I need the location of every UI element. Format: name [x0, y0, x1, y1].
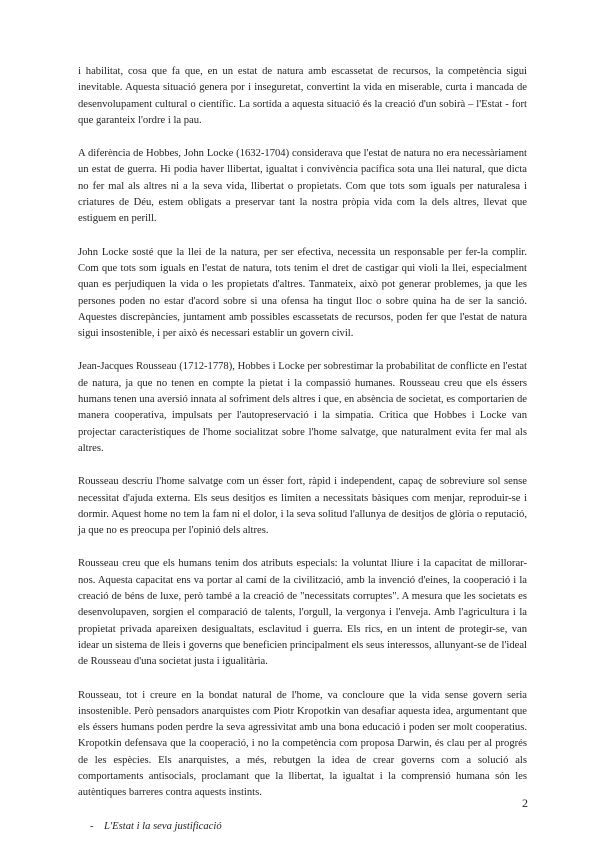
paragraph-rousseau-critique: Jean-Jacques Rousseau (1712-1778), Hobbes i Locke per sobrestimar la probabilitat de conflicte en l'estat de natura, ja que no tenen en compte la pietat i la compassió humanes. Rousseau creu que els éssers humans tenen una aversió innata al sofriment dels altres i que, en absència de societat, es comportarien de manera cooperativa, impulsats per l'autopreservació i la simpatia. Critica que Hobbes i Locke van projectar característiques de l'home socialitzat sobre l'home salvatge, que naturalment evita fer mal als altres.	[78, 361, 527, 454]
paragraph-rousseau-savage-man: Rousseau descriu l'home salvatge com un ésser fort, ràpid i independent, capaç de sobreviure sol sense necessitat d'ajuda externa. Els seus desitjos es limiten a necessitats bàsiques com menjar, reproduir-se i dormir. Aquest home no tem la fam ni el dolor, i la seva solitud l'allunya de desitjos de glòria o reputació, ja que no es preocupa per l'opinió dels altres.	[78, 476, 527, 537]
paragraph-hobbes-conclusion: i habilitat, cosa que fa que, en un estat de natura amb escassetat de recursos, la competència sigui inevitable. Aquesta situació genera por i inseguretat, convertint la vida en miserable, curta i mancada de desenvolupament cultural o científic. La sortida a aquesta situació és la creació d'un sobirà – l'Estat - fort que garanteix l'ordre i la pau.	[78, 66, 527, 126]
page-body	[78, 64, 527, 835]
paragraph-rousseau-attributes: Rousseau creu que els humans tenim dos atributs especials: la voluntat lliure i la capacitat de millorar-nos. Aquesta capacitat ens va portar al camí de la civilització, amb la invenció d'eines, la cooperació i la creació de béns de luxe, però també a la creació de "necessitats corruptes". A mesura que les societats es desenvolupaven, sorgien el comparació de talents, l'orgull, la vergonya i l'enveja. Amb l'agricultura i la propietat privada apareixen desigualtats, esclavitud i guerra. Els rics, en un intent de protegir-se, van idear un sistema de lleis i governs que beneficien principalment els seus interessos, allunyant-se de l'ideal de Rousseau d'una societat justa i igualitària.	[78, 558, 527, 668]
paragraph-locke-law-of-nature: John Locke sosté que la llei de la natura, per ser efectiva, necessita un responsable per fer-la complir. Com que tots som iguals en l'estat de natura, tots tenim el dret de castigar qui violi la llei, especialment quan es perjudiquen la vida o les propietats d'altres. Tanmateix, això pot generar problemes, ja que les persones poden no estar d'acord sobre si una ofensa ha tingut lloc o sobre quina ha de ser la sanció. Aquestes discrepàncies, juntament amb possibles escassetats de recursos, poden fer que l'estat de natura sigui insostenible, i per això és necessari establir un govern civil.	[78, 246, 527, 340]
list-bullet: -	[90, 820, 94, 832]
list-item	[78, 819, 527, 835]
page-number: 2	[522, 796, 528, 810]
paragraph-locke-state-of-nature: A diferència de Hobbes, John Locke (1632-1704) considerava que l'estat de natura no era necessàriament un estat de guerra. Hi podia haver llibertat, igualtat i convivència pacífica sota una llei natural, que dicta no fer mal als altres ni a la seva vida, llibertat o propietats. Com que tots som iguals per naturalesa i criatures de Déu, estem obligats a preservar tant la nostra pròpia vida com la dels altres, llevat que estiguem en perill.	[78, 148, 527, 225]
paragraph-rousseau-anarchists: Rousseau, tot i creure en la bondat natural de l'home, va concloure que la vida sense govern seria insostenible. Però pensadors anarquistes com Piotr Kropotkin van desafiar aquesta idea, argumentant que els éssers humans poden perdre la seva agressivitat amb una bona educació i poden ser molt cooperatius. Kropotkin defensava que la cooperació, i no la competència com proposa Darwin, és clau per al progrés de les espècies. Els anarquistes, a més, rebutgen la idea de crear governs com a solució als comportaments antisocials, proclamant que la llibertat, la igualtat i la comprensió humana són les autèntiques barreres contra aquests instints.	[78, 689, 527, 799]
section-heading-estat: L'Estat i la seva justificació	[104, 820, 222, 832]
